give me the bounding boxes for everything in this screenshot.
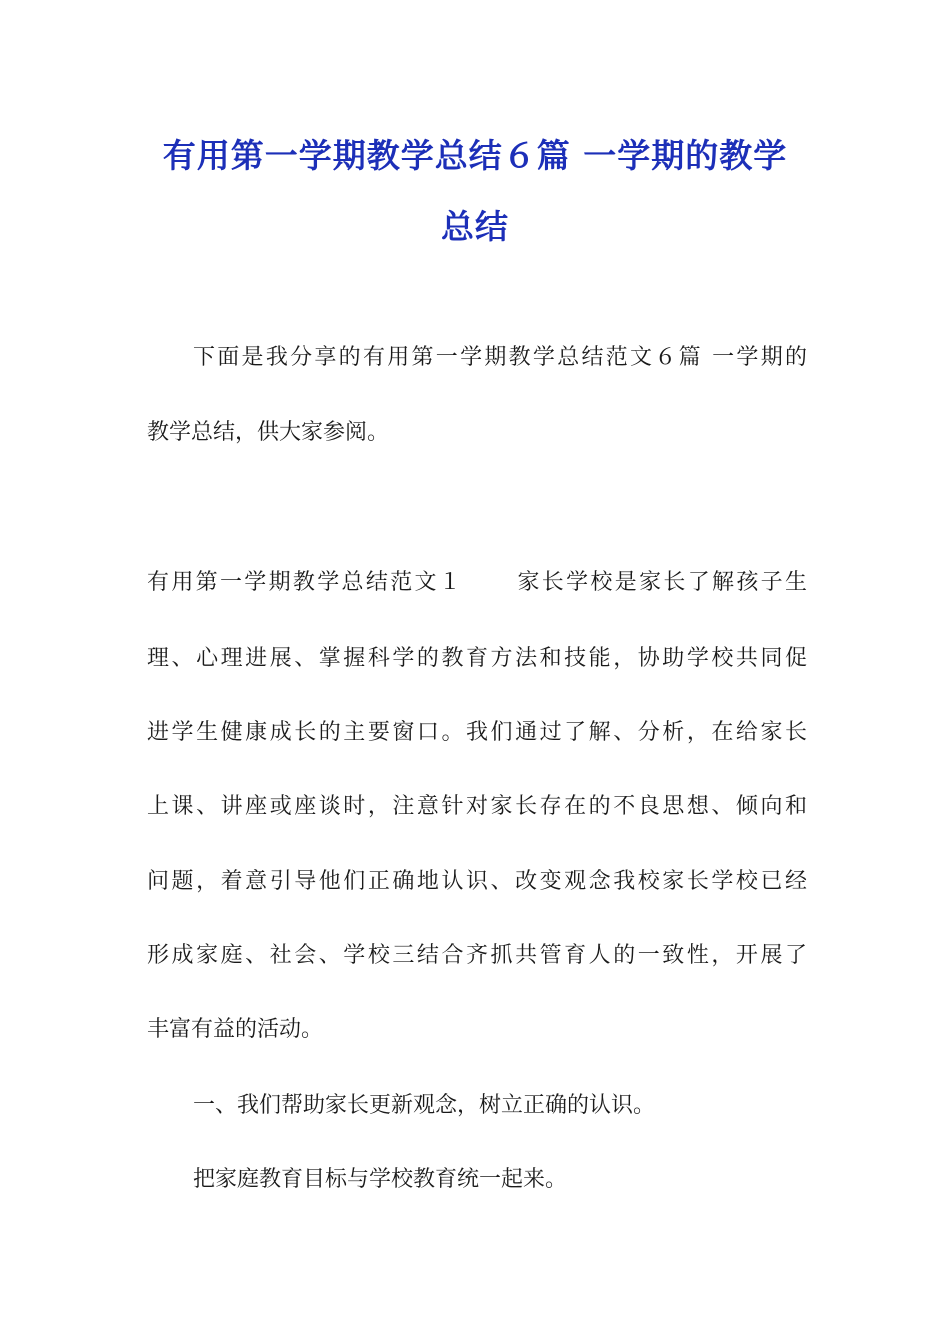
intro-paragraph-line-2: 教学总结，供大家参阅。 — [147, 420, 390, 445]
section-1-line-5: 问题，着意引导他们正确地认识、改变观念我校家长学校已经 — [147, 869, 807, 894]
section-1-first-line — [147, 568, 807, 598]
section-1-heading: 有用第一学期教学总结范文１ — [147, 570, 464, 595]
section-1-point-1: 一、我们帮助家长更新观念，树立正确的认识。 — [193, 1093, 656, 1118]
section-1-line-1: 家长学校是家长了解孩子生 — [515, 570, 807, 595]
document-title-line-2: 总结 — [441, 207, 509, 246]
section-1-line-3: 进学生健康成长的主要窗口。我们通过了解、分析，在给家长 — [147, 720, 807, 745]
section-1-line-7: 丰富有益的活动。 — [147, 1017, 324, 1042]
section-1-line-4: 上课、讲座或座谈时，注意针对家长存在的不良思想、倾向和 — [147, 794, 807, 819]
document-title-line-1: 有用第一学期教学总结６篇 一学期的教学 — [162, 136, 788, 175]
section-1-point-1-detail: 把家庭教育目标与学校教育统一起来。 — [193, 1167, 568, 1192]
section-1-line-2: 理、心理进展、掌握科学的教育方法和技能，协助学校共同促 — [147, 646, 807, 671]
section-1-line-6: 形成家庭、社会、学校三结合齐抓共管育人的一致性，开展了 — [147, 943, 807, 968]
intro-paragraph-line-1: 下面是我分享的有用第一学期教学总结范文６篇 一学期的 — [193, 345, 807, 370]
